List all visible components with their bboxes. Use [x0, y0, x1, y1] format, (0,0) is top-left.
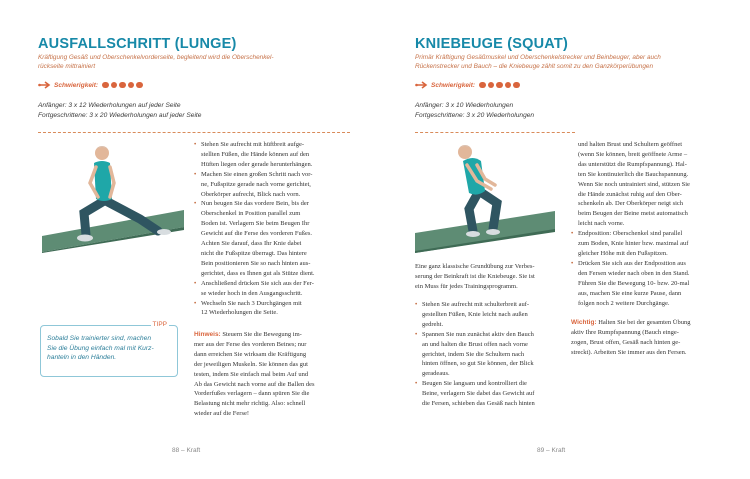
text-line: Achten Sie darauf, dass Ihr Knie dabei: [201, 240, 302, 248]
text-line: (wenn Sie können, breit geöffnete Arme –: [578, 150, 688, 158]
difficulty-dot: [513, 82, 520, 89]
text-line: • Stehen Sie aufrecht mit hüftbreit aufge-: [201, 141, 305, 148]
text-line: Sie die Übung einfach mal mit Kurz-: [47, 344, 154, 352]
text-line: gerichtet, indem Sie die Schultern nach: [422, 350, 525, 358]
instruction-list: [194, 140, 370, 318]
difficulty-dot: [496, 82, 503, 89]
tip-text: [47, 334, 171, 363]
text-line: Ab das Gewicht nach vorne auf die Ballen des: [194, 380, 315, 388]
text-line: gestellten Füßen, Knie leicht nach außen: [422, 310, 528, 318]
text-line: • Nun beugen Sie das vordere Bein, bis der: [201, 200, 309, 208]
text-line: Gewicht auf die Ferse des vorderen Fußes.: [201, 230, 313, 238]
text-line: 12 Wiederholungen die Seite.: [201, 309, 278, 317]
text-line: • Spannen Sie nun zunächst aktiv den Bauch: [422, 330, 534, 338]
text-line: den Fersen wieder nach oben in den Stand.: [578, 269, 690, 277]
continued-step: [571, 140, 747, 229]
text-line: • Beugen Sie langsam und kontrolliert die: [422, 380, 527, 388]
text-line: beim Beugen der Beine meist automatisch: [578, 210, 688, 218]
text-line: nicht die Fußspitze überragt. Das hintere: [201, 249, 307, 257]
subtitle-line: Primär Kräftigung Gesäßmuskel und Oberschenkelstrecker und Beinbeuger, aber auch: [415, 54, 661, 61]
text-line: zum Boden, Knie hinter bzw. maximal auf: [578, 240, 689, 248]
text-line: ne, Fußspitze gerade nach vorne gerichtet,: [201, 180, 311, 188]
text-line: Boden ist. Verlagern Sie beim Beugen Ihr: [201, 220, 310, 228]
text-line: die Fersen, schieben das Gesäß nach hinten: [422, 400, 535, 408]
instructions-column-1: [415, 300, 585, 409]
instruction-step: [194, 140, 370, 170]
page-number: 88 – Kraft: [172, 447, 201, 454]
text-line: • Drücken Sie sich aus der Endposition aus: [578, 259, 686, 267]
difficulty-dot: [479, 82, 486, 89]
important-label: Wichtig:: [571, 319, 597, 326]
difficulty-dot: [111, 82, 118, 89]
text-line: gedreht.: [422, 320, 444, 328]
intro-paragraph: [415, 262, 585, 292]
text-line: und halten Brust und Schultern geöffnet: [578, 141, 683, 148]
text-line: an und halten die Brust offen nach vorne: [422, 340, 528, 348]
instruction-list: [415, 300, 585, 409]
exercise-mat: [415, 211, 555, 253]
text-line: • Endposition: Oberschenkel sind parallel: [578, 230, 683, 238]
important-first-line: [571, 318, 747, 328]
text-line: das unterstützt die Rumpfspannung). Hal-: [578, 160, 687, 168]
section-divider: [415, 132, 575, 133]
text-line: • Anschließend drücken Sie sich aus der Fer-: [201, 279, 314, 287]
text-line: streckt). Arbeiten Sie immer aus den Fersen.: [571, 348, 687, 356]
subtitle-line: Rückenstrecker und Bauch – die Kniebeuge zählt somit zu den Ganzkörperübungen: [415, 62, 654, 70]
text-line: Sobald Sie trainierter sind, machen: [47, 335, 152, 342]
text-line: mer aus der Ferse des vorderen Beines; nur: [194, 340, 307, 348]
text-line: dann erreichen Sie wirksam die Kräftigung: [194, 350, 307, 358]
text-line: • Machen Sie einen großen Schritt nach vor-: [201, 170, 313, 178]
text-line: ten Sie kontinuierlich die Bauchspannung.: [578, 170, 689, 178]
hint-paragraph: [194, 330, 370, 419]
text-line: Steuern Sie die Bewegung im-: [220, 331, 302, 338]
text-line: se wieder hoch in den Ausgangsschritt.: [201, 289, 303, 297]
text-line: gleicher Höhe mit den Fußspitzen.: [578, 249, 668, 257]
text-line: stellten Füßen, die Hände können auf den: [201, 150, 310, 158]
difficulty-dot: [136, 82, 143, 89]
text-line: zogen, Brust offen, Gesäß nach hinten ge-: [571, 338, 681, 346]
page-number: 89 – Kraft: [537, 447, 566, 454]
text-line: wieder auf die Ferse!: [194, 410, 250, 418]
text-line: die Hände zunächst ruhig auf den Ober-: [578, 190, 682, 198]
exercise-title: KNIEBEUGE (SQUAT): [415, 36, 568, 52]
instruction-step: [571, 259, 747, 309]
squat-photo: [415, 139, 555, 253]
arrow-right-icon: [415, 81, 429, 89]
instruction-step: [415, 379, 585, 409]
text-line: Oberschenkel in Position parallel zum: [201, 210, 301, 218]
text-line: Halten Sie bei der gesamten Übung: [596, 319, 691, 326]
text-line: Führen Sie die Bewegung 10- bzw. 20-mal: [578, 279, 690, 287]
difficulty-label: Schwierigkeit:: [431, 81, 476, 89]
instruction-step: [194, 170, 370, 200]
text-line: aktiv Ihre Rumpfspannung (Bauch einge-: [571, 328, 679, 336]
difficulty-dot: [488, 82, 495, 89]
instruction-step: [571, 229, 747, 259]
text-line: • Stehen Sie aufrecht mit schulterbreit auf-: [422, 301, 530, 308]
text-line: testen, indem Sie einfach mal beim Auf und: [194, 370, 309, 378]
text-line: Beine, verlagern Sie dabei das Gewicht auf: [422, 390, 535, 398]
tip-box: [40, 321, 178, 377]
arrow-right-icon: [38, 81, 52, 89]
text-line: Bein positionieren Sie so nach hinten aus-: [201, 259, 311, 267]
hint-first-line: [194, 330, 370, 340]
level-beginner: Anfänger: 3 x 10 Wiederholungen: [415, 102, 514, 109]
difficulty-dot: [102, 82, 109, 89]
text-line: gerichtet, dass es Ihnen gut als Stütze dient.: [201, 269, 315, 277]
instruction-step: [415, 330, 585, 380]
difficulty-rating: [38, 80, 143, 90]
exercise-subtitle: [415, 54, 661, 71]
instruction-list: [571, 229, 747, 308]
difficulty-dot: [119, 82, 126, 89]
level-advanced: Fortgeschrittene: 3 x 20 Wiederholungen: [415, 111, 535, 119]
level-advanced: Fortgeschrittene: 3 x 20 Wiederholungen auf jeder Seite: [38, 111, 202, 119]
repetition-levels: [415, 101, 534, 121]
difficulty-label: Schwierigkeit:: [54, 81, 99, 89]
difficulty-dots: [102, 82, 143, 89]
text-line: leicht nach vorne.: [578, 220, 625, 228]
text-line: Eine ganz klassische Grundübung zur Verbes-: [415, 263, 535, 270]
exercise-subtitle: [38, 54, 274, 71]
instruction-step: [194, 199, 370, 278]
instruction-step: [415, 300, 585, 330]
hint-label: Hinweis:: [194, 331, 221, 338]
section-divider: [38, 132, 350, 133]
text-line: Belastung nicht mehr richtig. Also: schnell: [194, 400, 306, 408]
right-page: [375, 0, 750, 479]
text-line: serung der Beinkraft ist die Kniebeuge. Sie ist: [415, 272, 535, 280]
text-line: Vorderfußes verlagern – dann spüren Sie die: [194, 390, 310, 398]
text-line: aus, machen Sie eine kurze Pause, dann: [578, 289, 682, 297]
text-line: geradeaus.: [422, 370, 450, 378]
instruction-step: [194, 299, 370, 319]
instruction-step: [194, 279, 370, 299]
subtitle-line: rückseite mittrainiert: [38, 62, 96, 70]
text-line: Hüften liegen oder gerade herunterhängen.: [201, 160, 313, 168]
subtitle-line: Kräftigung Gesäß und Oberschenkelvorderseite, begleitend wird die Oberschenkel-: [38, 54, 274, 61]
difficulty-dots: [479, 82, 520, 89]
exercise-title: AUSFALLSCHRITT (LUNGE): [38, 36, 237, 52]
important-paragraph: [571, 318, 747, 358]
text-line: hinten öffnen, so gut Sie können, der Blick: [422, 360, 534, 368]
lunge-photo: [38, 139, 184, 253]
text-line: hanteln in den Händen.: [47, 354, 117, 362]
text-line: Wenn Sie noch untrainiert sind, stützen Sie: [578, 180, 690, 188]
instructions-column: [194, 140, 370, 318]
text-line: • Wechseln Sie nach 3 Durchgängen mit: [201, 299, 302, 307]
text-line: Oberkörper aufrecht, Blick nach vorn.: [201, 190, 301, 198]
text-line: ein Muss für jedes Trainingsprogramm.: [415, 282, 518, 290]
text-line: schenkeln ab. Der Oberkörper neigt sich: [578, 200, 684, 208]
difficulty-rating: [415, 80, 520, 90]
difficulty-dot: [128, 82, 135, 89]
tip-label: TIPP: [152, 321, 167, 328]
difficulty-dot: [505, 82, 512, 89]
text-line: der jeweiligen Muskeln. Sie können das gut: [194, 360, 308, 368]
instructions-column-2: [571, 140, 747, 308]
repetition-levels: [38, 101, 201, 121]
text-line: folgen noch 2 weitere Durchgänge.: [578, 299, 670, 307]
level-beginner: Anfänger: 3 x 12 Wiederholungen auf jeder Seite: [38, 102, 181, 109]
